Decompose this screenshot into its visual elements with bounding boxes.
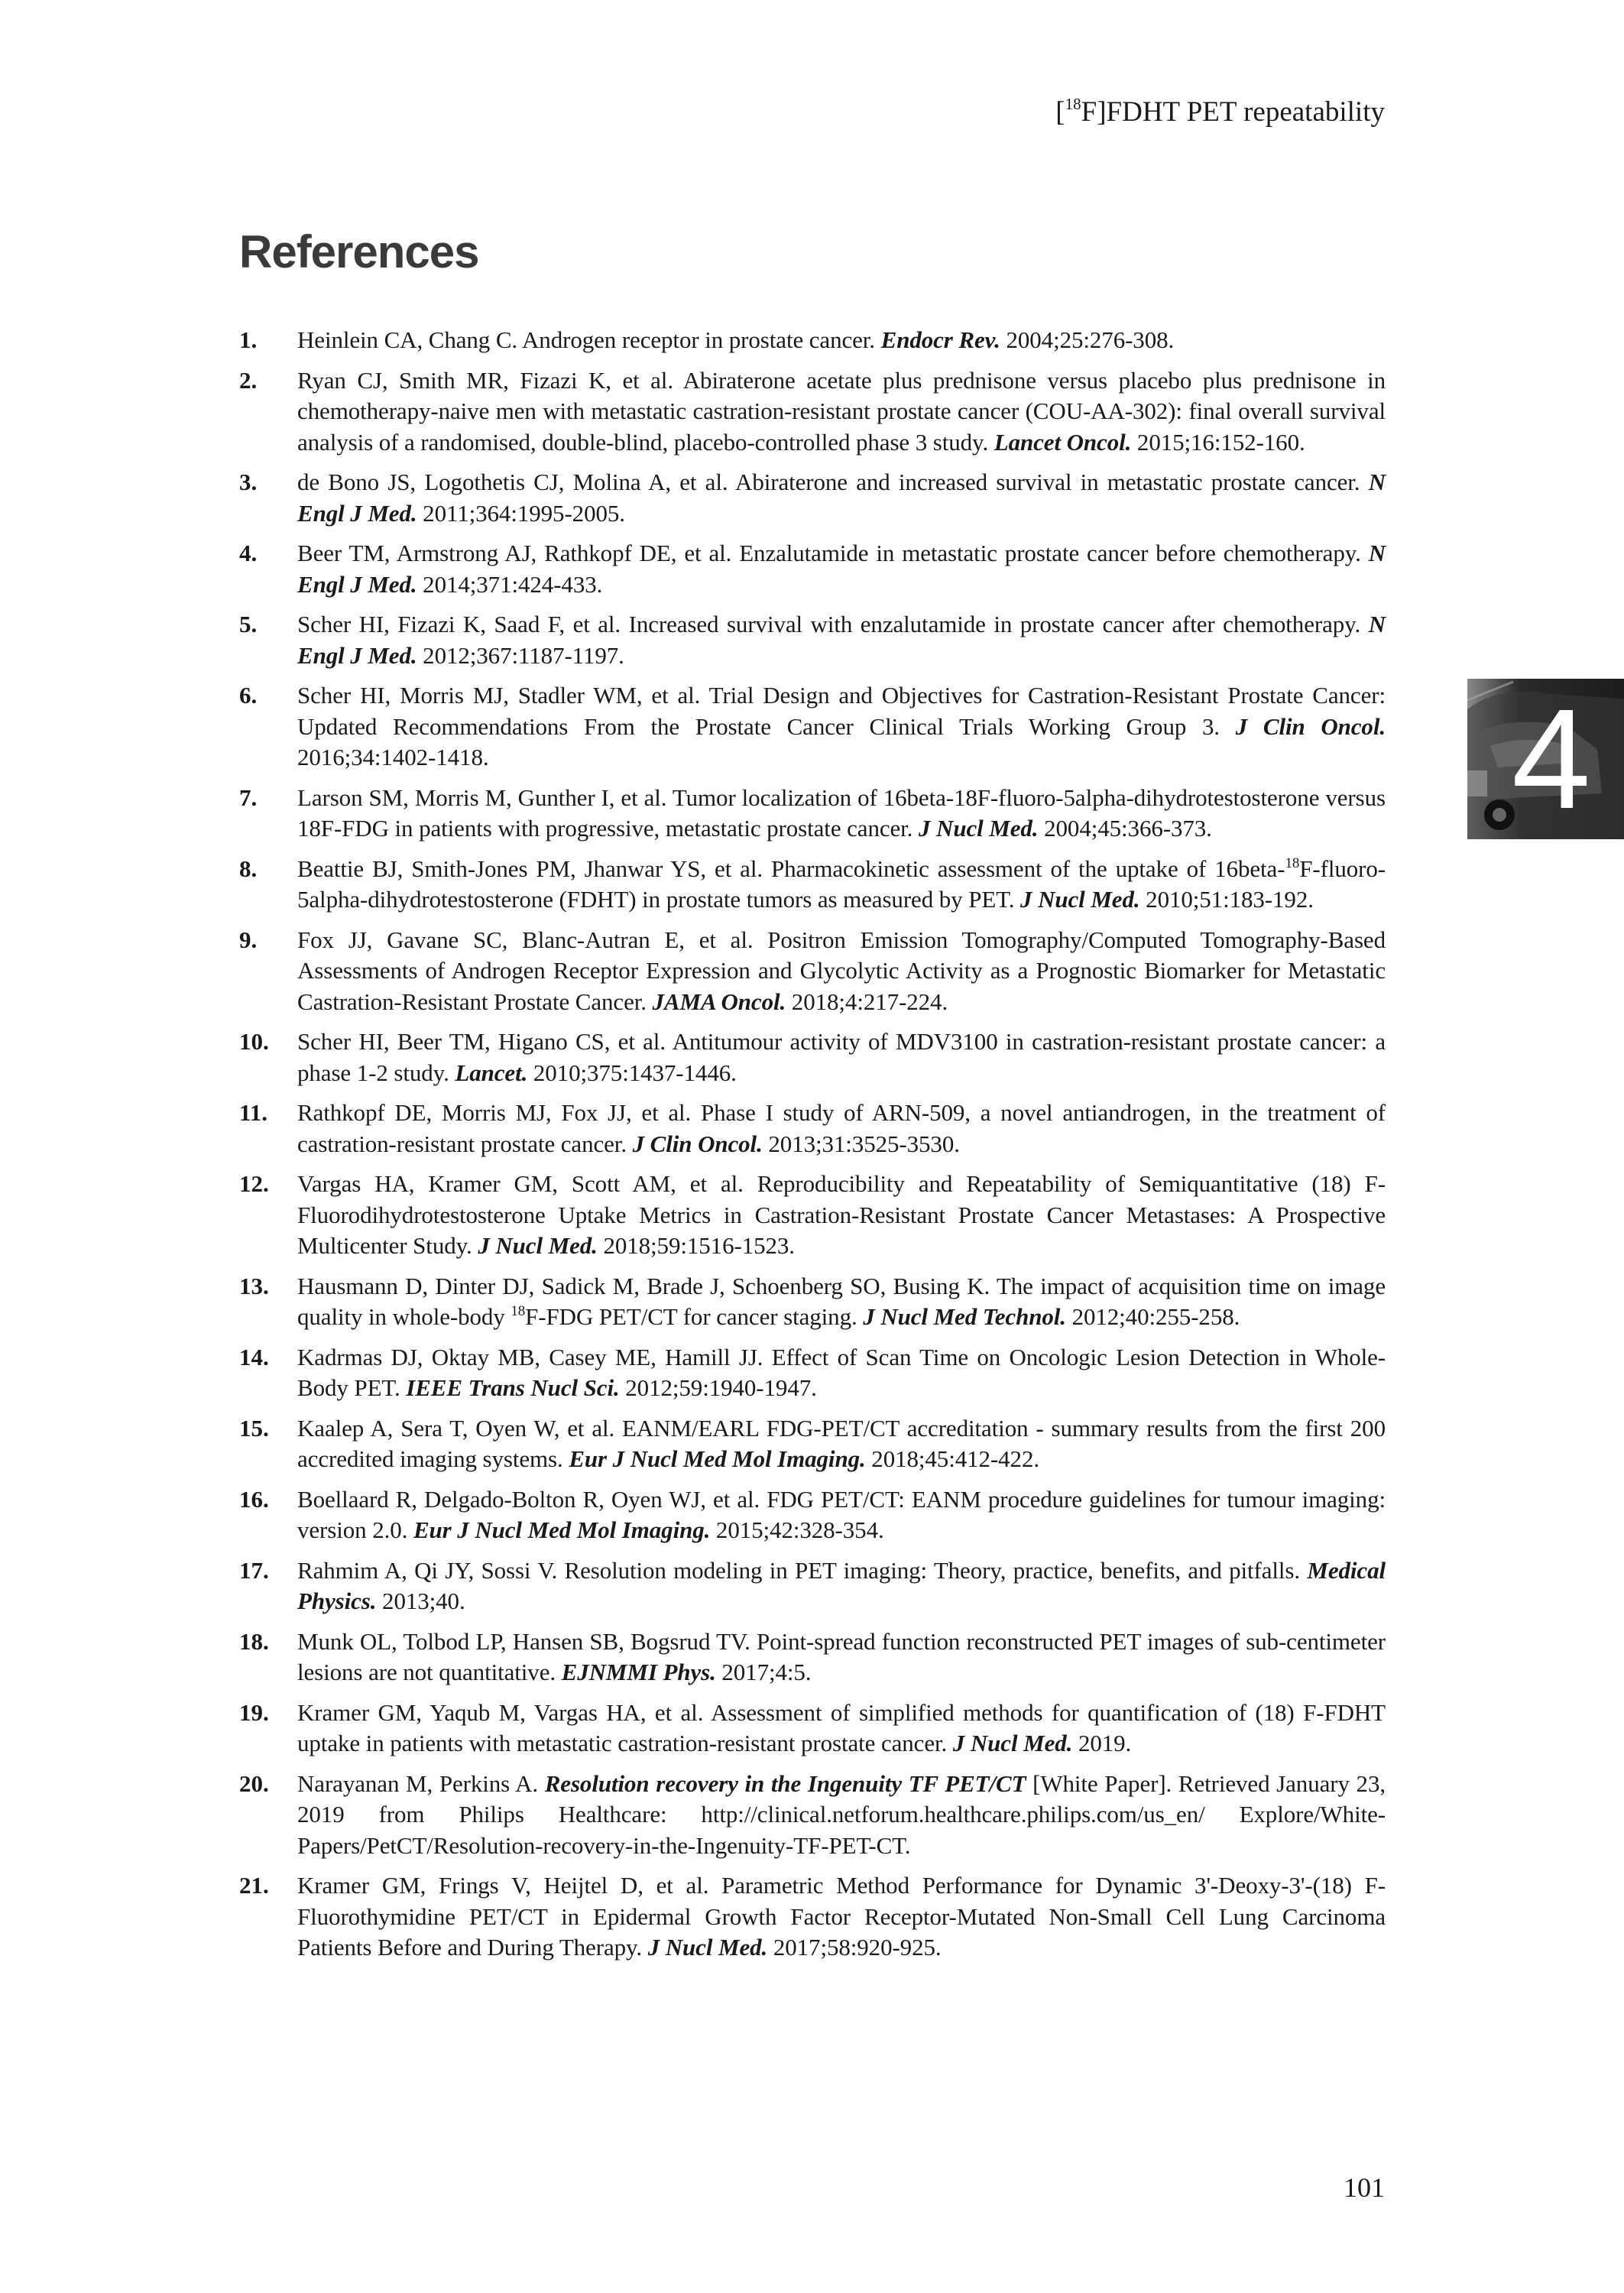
reference-item <box>239 467 1386 529</box>
reference-item <box>239 1342 1386 1404</box>
reference-text <box>297 1555 1386 1617</box>
reference-segment: 2004;25:276-308. <box>1000 326 1175 353</box>
reference-segment: [White Paper]. Retrieved January 23, 2019 from Philips Healthcare: http://clinical.netforum.healthcare.philips.com/us_en/ Explore/White-Papers/PetCT/Resolution-recovery-in-the-Ingenuity-TF-PET-CT. <box>297 1769 1386 1859</box>
reference-segment: 2010;375:1437-1446. <box>527 1059 737 1086</box>
reference-text <box>297 1413 1386 1475</box>
reference-item <box>239 1870 1386 1964</box>
reference-segment: Kaalep A, Sera T, Oyen W, et al. EANM/EARL FDG-PET/CT accreditation - summary results from the first 200 accredited imaging systems. <box>297 1414 1386 1472</box>
reference-item <box>239 1769 1386 1862</box>
reference-text <box>297 1026 1386 1088</box>
reference-number: 7. <box>239 783 258 811</box>
reference-segment: Kramer GM, Frings V, Heijtel D, et al. Parametric Method Performance for Dynamic 3'-Deoxy-3'-(18) F-Fluorothymidine PET/CT in Epidermal Growth Factor Receptor-Mutated Non-Small Cell Lung Carcinoma Patients Before and During Therapy. <box>297 1872 1386 1961</box>
reference-text <box>297 680 1386 774</box>
reference-number: 1. <box>239 326 258 353</box>
reference-segment: 2012;367:1187-1197. <box>417 641 624 669</box>
reference-item <box>239 1169 1386 1262</box>
reference-item <box>239 783 1386 845</box>
reference-number: 10. <box>239 1028 269 1055</box>
journal-name: N Engl J Med. <box>297 469 1386 527</box>
reference-item <box>239 1271 1386 1333</box>
reference-segment: Rathkopf DE, Morris MJ, Fox JJ, et al. Phase I study of ARN-509, a novel antiandrogen, in the treatment of castration-resistant prostate cancer. <box>297 1099 1386 1157</box>
reference-segment: 2011;364:1995-2005. <box>417 499 625 527</box>
reference-number: 13. <box>239 1272 269 1299</box>
reference-segment: 2012;59:1940-1947. <box>619 1374 817 1401</box>
reference-text <box>297 538 1386 600</box>
reference-text <box>297 925 1386 1018</box>
reference-segment: Rahmim A, Qi JY, Sossi V. Resolution modeling in PET imaging: Theory, practice, benefits, and pitfalls. <box>297 1556 1308 1584</box>
reference-text <box>297 1698 1386 1759</box>
reference-text <box>297 1870 1386 1964</box>
running-header <box>1055 93 1385 131</box>
reference-number: 6. <box>239 682 258 709</box>
reference-item <box>239 1098 1386 1159</box>
reference-item <box>239 1413 1386 1475</box>
reference-segment: Munk OL, Tolbod LP, Hansen SB, Bogsrud TV. Point-spread function reconstructed PET images of sub-centimeter lesions are not quantitative. <box>297 1627 1386 1685</box>
reference-segment: 2015;42:328-354. <box>710 1516 884 1543</box>
journal-name: Eur J Nucl Med Mol Imaging. <box>413 1516 711 1543</box>
reference-segment: 2015;16:152-160. <box>1131 428 1305 456</box>
reference-number: 20. <box>239 1769 269 1797</box>
reference-text <box>297 783 1386 845</box>
reference-segment: Heinlein CA, Chang C. Androgen receptor in prostate cancer. <box>297 326 881 353</box>
reference-number: 9. <box>239 926 258 953</box>
journal-name: N Engl J Med. <box>297 611 1386 669</box>
section-title: References <box>239 226 479 277</box>
reference-text <box>297 467 1386 529</box>
reference-segment: 2010;51:183-192. <box>1139 886 1314 913</box>
reference-segment: Larson SM, Morris M, Gunther I, et al. Tumor localization of 16beta-18F-fluoro-5alpha-dihydrotestosterone versus 18F-FDG in patients with progressive, metastatic prostate cancer. <box>297 783 1386 842</box>
reference-segment: 2018;45:412-422. <box>865 1445 1039 1472</box>
reference-item <box>239 854 1386 916</box>
reference-number: 14. <box>239 1343 269 1370</box>
reference-segment: Scher HI, Beer TM, Higano CS, et al. Antitumour activity of MDV3100 in castration-resistant prostate cancer: a phase 1-2 study. <box>297 1028 1386 1086</box>
isotope-superscript: 18 <box>1285 855 1300 871</box>
reference-number: 8. <box>239 855 258 882</box>
reference-item <box>239 365 1386 459</box>
reference-number: 18. <box>239 1627 269 1655</box>
reference-item <box>239 325 1386 356</box>
reference-segment: de Bono JS, Logothetis CJ, Molina A, et al. Abiraterone and increased survival in metastatic prostate cancer. <box>297 469 1369 495</box>
reference-segment: Ryan CJ, Smith MR, Fizazi K, et al. Abiraterone acetate plus prednisone versus placebo plus prednisone in chemotherapy-naive men with metastatic castration-resistant prostate cancer (COU-AA-302): final overall survival analysis of a randomised, double-blind, placebo-controlled phase 3 study. <box>297 366 1386 456</box>
reference-text <box>297 1271 1386 1333</box>
reference-segment: Kramer GM, Yaqub M, Vargas HA, et al. Assessment of simplified methods for quantification of (18) F-FDHT uptake in patients with metastatic castration-resistant prostate cancer. <box>297 1698 1386 1756</box>
reference-number: 12. <box>239 1170 269 1197</box>
reference-number: 3. <box>239 469 258 495</box>
reference-text <box>297 1769 1386 1862</box>
reference-number: 5. <box>239 611 258 637</box>
reference-segment: 2016;34:1402-1418. <box>297 744 489 770</box>
reference-segment: Boellaard R, Delgado-Bolton R, Oyen WJ, et al. FDG PET/CT: EANM procedure guidelines for tumour imaging: version 2.0. <box>297 1485 1386 1543</box>
reference-text <box>297 365 1386 459</box>
reference-item <box>239 1026 1386 1088</box>
isotope-superscript: 18 <box>511 1303 526 1319</box>
reference-item <box>239 1484 1386 1546</box>
reference-segment: 2018;4:217-224. <box>786 988 948 1015</box>
journal-name: JAMA Oncol. <box>652 988 786 1015</box>
journal-name: IEEE Trans Nucl Sci. <box>406 1374 620 1401</box>
reference-list <box>239 325 1386 1973</box>
reference-segment: 2012;40:255-258. <box>1065 1303 1240 1330</box>
reference-number: 11. <box>239 1099 268 1126</box>
journal-name: Lancet. <box>455 1059 528 1086</box>
reference-number: 2. <box>239 366 258 394</box>
reference-segment: 2017;4:5. <box>715 1659 812 1685</box>
reference-segment: Narayanan M, Perkins A. <box>297 1769 545 1797</box>
reference-segment: Scher HI, Morris MJ, Stadler WM, et al. Trial Design and Objectives for Castration-Resistant Prostate Cancer: Updated Recommendations From the Prostate Cancer Clinical Trials Working Group 3. <box>297 682 1386 740</box>
reference-segment: Kadrmas DJ, Oktay MB, Casey ME, Hamill JJ. Effect of Scan Time on Oncologic Lesion Detection in Whole-Body PET. <box>297 1343 1386 1401</box>
reference-segment: Fox JJ, Gavane SC, Blanc-Autran E, et al. Positron Emission Tomography/Computed Tomography-Based Assessments of Androgen Receptor Expression and Glycolytic Activity as a Prognostic Biomarker for Metastatic Castration-Resistant Prostate Cancer. <box>297 926 1386 1015</box>
journal-name: Lancet Oncol. <box>994 428 1132 456</box>
journal-name: J Nucl Med. <box>478 1232 598 1259</box>
reference-text <box>297 1484 1386 1546</box>
chapter-tab <box>1467 679 1624 839</box>
journal-name: Medical Physics. <box>297 1556 1386 1614</box>
reference-text <box>297 1342 1386 1404</box>
header-bracket: [ <box>1055 96 1065 128</box>
reference-segment: Vargas HA, Kramer GM, Scott AM, et al. Reproducibility and Repeatability of Semiquantitative (18) F-Fluorodihydrotestosterone Uptake Metrics in Castration-Resistant Prostate Cancer Metastases: A Prospective Multicenter Study. <box>297 1170 1386 1259</box>
reference-item <box>239 1698 1386 1759</box>
reference-segment: 2004;45:366-373. <box>1038 815 1212 842</box>
journal-name: Endocr Rev. <box>880 326 1000 353</box>
reference-number: 21. <box>239 1872 269 1899</box>
journal-name: J Nucl Med. <box>647 1934 768 1961</box>
reference-item <box>239 1627 1386 1688</box>
journal-name: Eur J Nucl Med Mol Imaging. <box>569 1445 866 1472</box>
reference-segment: Hausmann D, Dinter DJ, Sadick M, Brade J, Schoenberg SO, Busing K. The impact of acquisition time on image quality in whole-body <box>297 1272 1386 1330</box>
reference-number: 17. <box>239 1556 269 1584</box>
reference-text <box>297 854 1386 916</box>
reference-number: 16. <box>239 1485 269 1513</box>
reference-segment: Beer TM, Armstrong AJ, Rathkopf DE, et al. Enzalutamide in metastatic prostate cancer before chemotherapy. <box>297 540 1369 566</box>
reference-text <box>297 325 1386 356</box>
journal-name: Resolution recovery in the Ingenuity TF PET/CT <box>544 1769 1026 1797</box>
journal-name: J Clin Oncol. <box>632 1130 763 1157</box>
journal-name: J Nucl Med. <box>1020 886 1140 913</box>
reference-segment: 2019. <box>1072 1730 1132 1756</box>
reference-item <box>239 609 1386 671</box>
reference-segment: 2017;58:920-925. <box>767 1934 942 1961</box>
reference-number: 15. <box>239 1414 269 1442</box>
header-title: F]FDHT PET repeatability <box>1081 96 1385 128</box>
reference-segment: 2013;40. <box>376 1588 465 1614</box>
reference-segment: 2014;371:424-433. <box>417 570 603 598</box>
reference-number: 4. <box>239 540 258 566</box>
reference-item <box>239 680 1386 774</box>
journal-name: N Engl J Med. <box>297 540 1386 598</box>
reference-item <box>239 925 1386 1018</box>
journal-name: J Clin Oncol. <box>1235 712 1386 740</box>
reference-text <box>297 1627 1386 1688</box>
reference-item <box>239 1555 1386 1617</box>
page-number: 101 <box>1344 2172 1385 2203</box>
reference-segment: 2018;59:1516-1523. <box>597 1232 795 1259</box>
journal-name: J Nucl Med Technol. <box>863 1303 1066 1330</box>
reference-segment: F-fluoro-5alpha-dihydrotestosterone (FDHT) in prostate tumors as measured by PET. <box>297 855 1386 913</box>
journal-name: J Nucl Med. <box>918 815 1039 842</box>
reference-segment: Beattie BJ, Smith-Jones PM, Jhanwar YS, et al. Pharmacokinetic assessment of the uptake of 16beta- <box>297 855 1285 882</box>
reference-segment: 2013;31:3525-3530. <box>762 1130 960 1157</box>
reference-segment: Scher HI, Fizazi K, Saad F, et al. Increased survival with enzalutamide in prostate cancer after chemotherapy. <box>297 611 1369 637</box>
reference-segment: F-FDG PET/CT for cancer staging. <box>525 1303 864 1330</box>
reference-number: 19. <box>239 1698 269 1726</box>
header-superscript: 18 <box>1065 95 1081 113</box>
reference-item <box>239 538 1386 600</box>
reference-text <box>297 1098 1386 1159</box>
journal-name: EJNMMI Phys. <box>561 1659 716 1685</box>
reference-text <box>297 1169 1386 1262</box>
chapter-number: 4 <box>1512 680 1591 838</box>
journal-name: J Nucl Med. <box>952 1730 1073 1756</box>
reference-text <box>297 609 1386 671</box>
